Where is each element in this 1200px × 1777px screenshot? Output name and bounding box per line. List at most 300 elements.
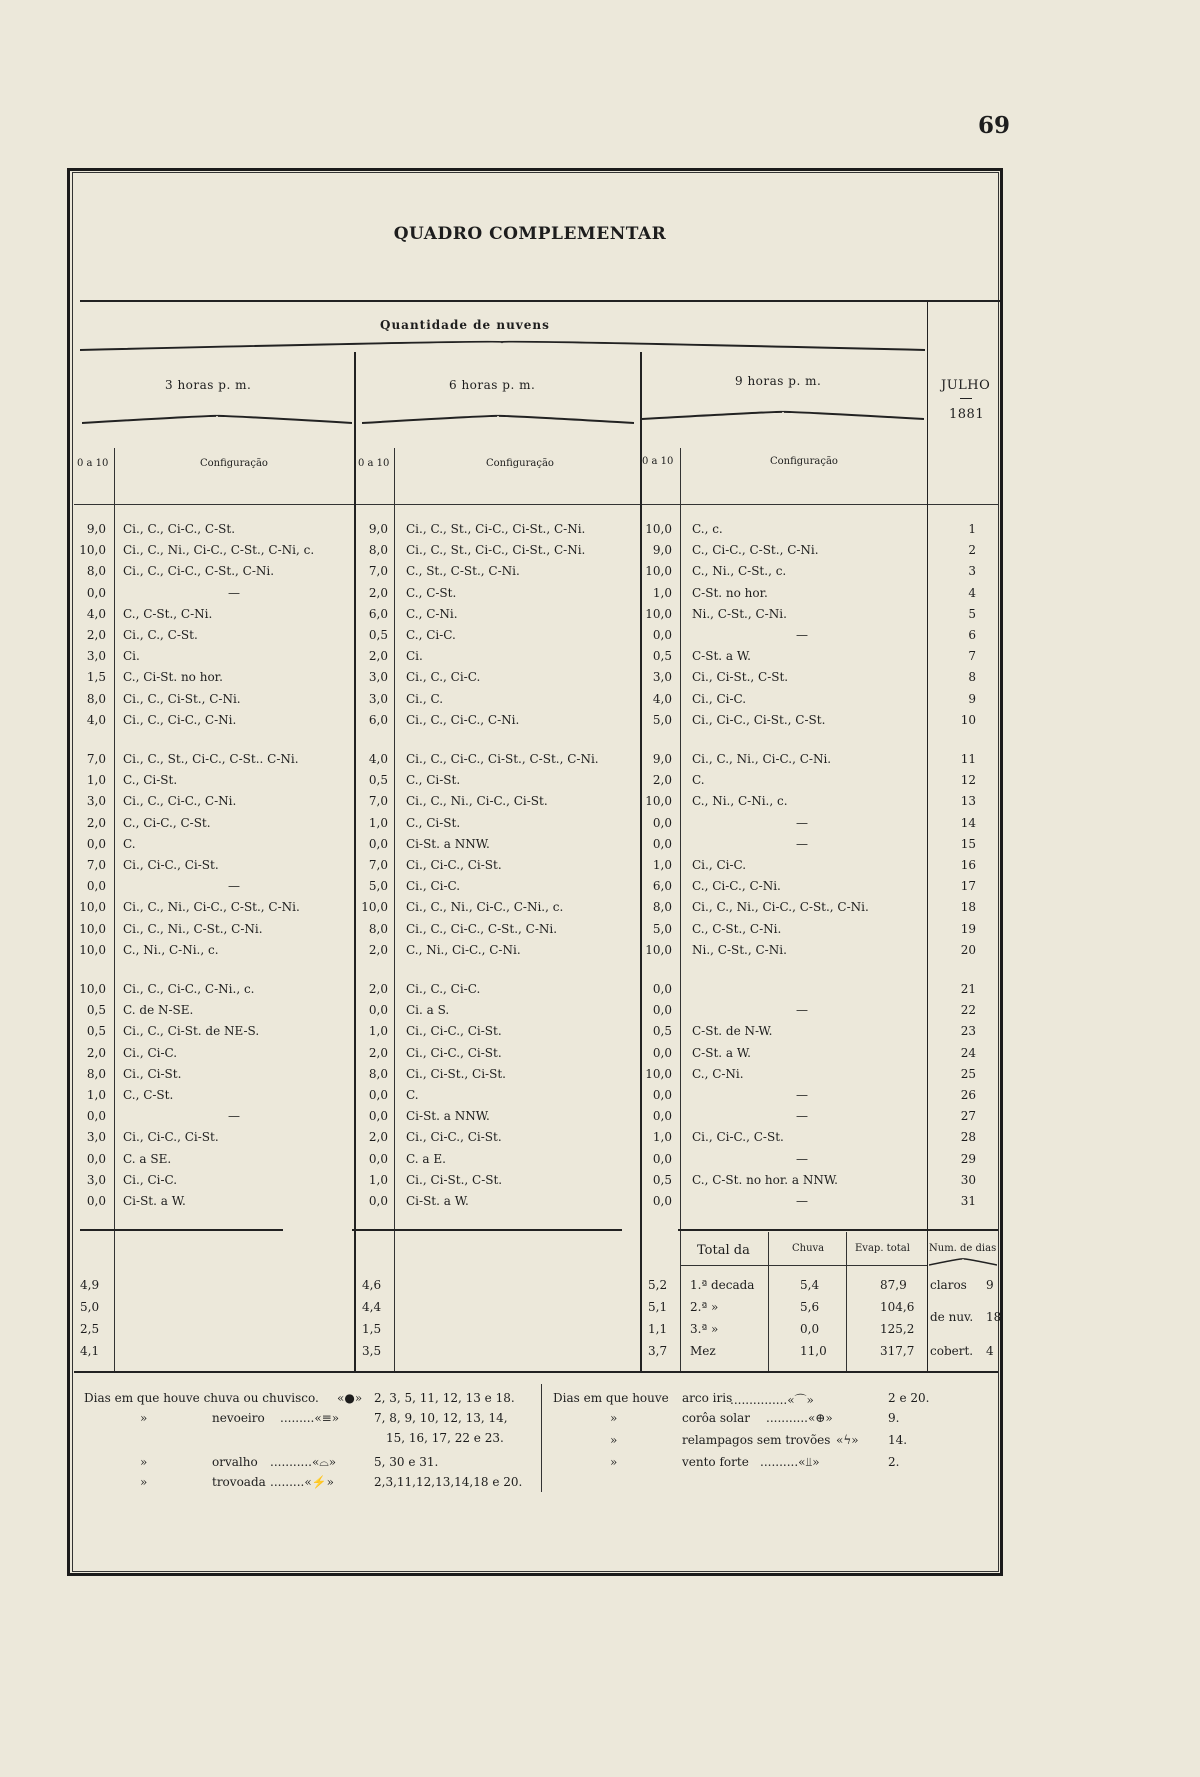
day-number: 12 xyxy=(960,773,976,787)
cloud-config-3pm: Ci., Ci-C., Ci-St. xyxy=(123,858,219,872)
cloud-config-9pm: C., Ci-C., C-Ni. xyxy=(692,879,781,893)
cloud-config-9pm: — xyxy=(796,816,808,830)
brace-3pm xyxy=(82,414,352,424)
legend-ditto: » xyxy=(140,1455,148,1469)
mean-3pm: 5,0 xyxy=(80,1300,100,1314)
mean-6pm: 4,6 xyxy=(362,1278,382,1292)
day-number: 20 xyxy=(960,943,976,957)
cloud-config-6pm: Ci., C., Ci-C., Ci-St., C-St., C-Ni. xyxy=(406,752,599,766)
cloud-config-6pm: C., C-St. xyxy=(406,586,457,600)
legend-ditto: » xyxy=(610,1411,618,1425)
period-9pm-label: 9 horas p. m. xyxy=(735,374,822,388)
cloud-config-3pm: Ci., Ci-C. xyxy=(123,1046,178,1060)
day-number: 17 xyxy=(960,879,976,893)
days-count-label: claros xyxy=(930,1278,967,1292)
cloud-config-6pm: Ci., C., Ni., Ci-C., C-Ni., c. xyxy=(406,900,564,914)
cloud-amount-3pm: 0,0 xyxy=(86,837,106,851)
cloud-amount-6pm: 5,0 xyxy=(368,879,388,893)
day-number: 23 xyxy=(960,1024,976,1038)
mean-9pm: 5,2 xyxy=(648,1278,668,1292)
cloud-config-9pm: C., C-St. no hor. a NNW. xyxy=(692,1173,838,1187)
cloud-config-9pm: C., C-St., C-Ni. xyxy=(692,922,782,936)
cloud-config-9pm: Ni., C-St., C-Ni. xyxy=(692,943,787,957)
day-number: 21 xyxy=(960,982,976,996)
day-number: 24 xyxy=(960,1046,976,1060)
cloud-amount-6pm: 0,0 xyxy=(368,1194,388,1208)
day-number: 29 xyxy=(960,1152,976,1166)
cloud-config-3pm: C. de N-SE. xyxy=(123,1003,194,1017)
cloud-amount-6pm: 0,0 xyxy=(368,1109,388,1123)
cloud-config-9pm: — xyxy=(796,1194,808,1208)
cloud-config-6pm: Ci., Ci-C., Ci-St. xyxy=(406,858,502,872)
cloud-amount-9pm: 1,0 xyxy=(652,858,672,872)
cloud-amount-6pm: 0,5 xyxy=(368,773,388,787)
cloud-config-3pm: C. xyxy=(123,837,136,851)
cloud-amount-9pm: 3,0 xyxy=(652,670,672,684)
day-number: 4 xyxy=(968,586,976,600)
cloud-config-9pm: Ci., Ci-C. xyxy=(692,858,747,872)
cloud-config-6pm: C., St., C-St., C-Ni. xyxy=(406,564,520,578)
cloud-config-3pm: — xyxy=(228,879,240,893)
cloud-amount-9pm: 6,0 xyxy=(652,879,672,893)
mean-3pm: 2,5 xyxy=(80,1322,100,1336)
legend-thunder-days: 2,3,11,12,13,14,18 e 20. xyxy=(374,1475,523,1489)
cloud-config-6pm: Ci-St. a W. xyxy=(406,1194,469,1208)
period-label: Mez xyxy=(690,1344,716,1358)
cloud-config-6pm: C., C-Ni. xyxy=(406,607,458,621)
cloud-config-3pm: Ci., C., C-St. xyxy=(123,628,198,642)
cloud-config-3pm: Ci., C., Ci-C., C-St., C-Ni. xyxy=(123,564,275,578)
cloud-config-3pm: Ci., C., St., Ci-C., C-St.. C-Ni. xyxy=(123,752,299,766)
days-count-value: 9 xyxy=(986,1278,994,1292)
cloud-config-6pm: C. a E. xyxy=(406,1152,446,1166)
month-rule xyxy=(960,398,972,399)
cloud-amount-3pm: 0,0 xyxy=(86,1194,106,1208)
days-header: Num. de dias xyxy=(929,1243,997,1254)
cloud-amount-3pm: 9,0 xyxy=(86,522,106,536)
cloud-amount-9pm: 0,0 xyxy=(652,628,672,642)
page-number: 69 xyxy=(978,112,1011,139)
evap-header: Evap. total xyxy=(855,1243,910,1254)
cloud-amount-9pm: 0,0 xyxy=(652,1194,672,1208)
day-number: 30 xyxy=(960,1173,976,1187)
cloud-amount-6pm: 9,0 xyxy=(368,522,388,536)
cloud-config-3pm: C., Ni., C-Ni., c. xyxy=(123,943,219,957)
wind-icon: ..........«⫫» xyxy=(760,1455,820,1469)
period-label: 1.ª decada xyxy=(690,1278,755,1292)
cloud-config-3pm: C., Ci-C., C-St. xyxy=(123,816,211,830)
summary-rule xyxy=(80,1229,283,1231)
col-line xyxy=(680,448,681,1371)
cloud-config-3pm: — xyxy=(228,586,240,600)
cloud-amount-3pm: 7,0 xyxy=(86,752,106,766)
days-count-value: 18 xyxy=(986,1310,1002,1324)
cloud-amount-6pm: 7,0 xyxy=(368,564,388,578)
cloud-amount-9pm: 10,0 xyxy=(645,943,672,957)
days-count-label: de nuv. xyxy=(930,1310,974,1324)
cloud-amount-9pm: 10,0 xyxy=(645,564,672,578)
cloud-config-3pm: C., Ci-St. no hor. xyxy=(123,670,223,684)
cloud-config-6pm: C., Ni., Ci-C., C-Ni. xyxy=(406,943,521,957)
cloud-config-3pm: C., Ci-St. xyxy=(123,773,178,787)
cloud-amount-6pm: 0,0 xyxy=(368,1152,388,1166)
cloud-amount-6pm: 3,0 xyxy=(368,692,388,706)
cloud-amount-3pm: 3,0 xyxy=(86,794,106,808)
cloud-config-9pm: C-St. a W. xyxy=(692,1046,751,1060)
cloud-amount-6pm: 4,0 xyxy=(368,752,388,766)
cloud-amount-6pm: 2,0 xyxy=(368,982,388,996)
cloud-amount-9pm: 9,0 xyxy=(652,543,672,557)
section-brace xyxy=(80,340,925,350)
cloud-amount-6pm: 8,0 xyxy=(368,543,388,557)
cloud-config-3pm: Ci., C., Ci-C., C-St. xyxy=(123,522,236,536)
day-number: 3 xyxy=(968,564,976,578)
mean-3pm: 4,9 xyxy=(80,1278,100,1292)
cloud-config-3pm: Ci., C., Ci-St. de NE-S. xyxy=(123,1024,260,1038)
cloud-config-3pm: Ci., C., Ci-C., C-Ni., c. xyxy=(123,982,255,996)
cloud-config-6pm: Ci. xyxy=(406,649,423,663)
day-number: 31 xyxy=(960,1194,976,1208)
cloud-amount-9pm: 10,0 xyxy=(645,794,672,808)
day-number: 9 xyxy=(968,692,976,706)
mean-9pm: 5,1 xyxy=(648,1300,668,1314)
cloud-amount-3pm: 0,0 xyxy=(86,879,106,893)
cloud-amount-6pm: 0,5 xyxy=(368,628,388,642)
cloud-config-6pm: Ci., Ci-C. xyxy=(406,879,461,893)
cloud-amount-3pm: 2,0 xyxy=(86,628,106,642)
year-label: 1881 xyxy=(949,407,985,422)
cloud-amount-9pm: 1,0 xyxy=(652,586,672,600)
cloud-amount-3pm: 0,0 xyxy=(86,1152,106,1166)
legend-ditto: » xyxy=(140,1411,148,1425)
rain-total: 0,0 xyxy=(800,1322,820,1336)
cloud-amount-3pm: 1,0 xyxy=(86,773,106,787)
legend-ditto: » xyxy=(610,1433,618,1447)
dew-icon: ...........«⌓» xyxy=(270,1455,337,1469)
cloud-amount-6pm: 8,0 xyxy=(368,922,388,936)
cloud-amount-9pm: 0,0 xyxy=(652,982,672,996)
cloud-amount-9pm: 8,0 xyxy=(652,900,672,914)
cloud-config-6pm: Ci. a S. xyxy=(406,1003,450,1017)
legend-ditto: » xyxy=(140,1475,148,1489)
fog-icon: .........«≡» xyxy=(280,1411,340,1425)
legend-fog-label: nevoeiro xyxy=(212,1411,265,1425)
legend-right-intro: Dias em que houve xyxy=(553,1391,669,1405)
day-number: 8 xyxy=(968,670,976,684)
cloud-config-3pm: Ci-St. a W. xyxy=(123,1194,186,1208)
rain-total: 5,6 xyxy=(800,1300,820,1314)
day-number: 16 xyxy=(960,858,976,872)
legend-left-intro: Dias em que houve chuva ou chuvisco. xyxy=(84,1391,319,1405)
cloud-config-9pm: — xyxy=(796,837,808,851)
cloud-config-3pm: Ci., C., Ci-St., C-Ni. xyxy=(123,692,241,706)
cloud-amount-6pm: 0,0 xyxy=(368,1088,388,1102)
cloud-amount-3pm: 10,0 xyxy=(79,943,106,957)
cloud-amount-9pm: 4,0 xyxy=(652,692,672,706)
legend-divider xyxy=(541,1384,542,1492)
cloud-amount-9pm: 0,0 xyxy=(652,1046,672,1060)
cloud-config-9pm: C., Ni., C-Ni., c. xyxy=(692,794,788,808)
legend-lightning-label: relampagos sem trovões xyxy=(682,1433,831,1447)
cloud-config-3pm: — xyxy=(228,1109,240,1123)
cloud-config-9pm: Ci., Ci-C., C-St. xyxy=(692,1130,784,1144)
cloud-config-9pm: Ci., Ci-C. xyxy=(692,692,747,706)
chuva-header: Chuva xyxy=(792,1243,825,1254)
table-bottom-rule xyxy=(74,1371,998,1373)
cloud-config-9pm: Ci., C., Ni., Ci-C., C-Ni. xyxy=(692,752,832,766)
mean-6pm: 1,5 xyxy=(362,1322,382,1336)
day-number: 14 xyxy=(960,816,976,830)
cloud-config-3pm: C., C-St. xyxy=(123,1088,174,1102)
mean-6pm: 4,4 xyxy=(362,1300,382,1314)
period-label: 3.ª » xyxy=(690,1322,719,1336)
cloud-amount-3pm: 3,0 xyxy=(86,649,106,663)
col-line xyxy=(114,448,115,1371)
period-6pm-label: 6 horas p. m. xyxy=(449,378,536,392)
legend-lightning-days: 14. xyxy=(888,1433,908,1447)
cloud-config-6pm: Ci-St. a NNW. xyxy=(406,837,490,851)
cloud-amount-3pm: 1,5 xyxy=(86,670,106,684)
cloud-amount-9pm: 10,0 xyxy=(645,522,672,536)
cloud-amount-6pm: 2,0 xyxy=(368,1130,388,1144)
cloud-config-6pm: C. xyxy=(406,1088,419,1102)
cloud-amount-3pm: 0,0 xyxy=(86,1109,106,1123)
cloud-config-6pm: Ci., Ci-C., Ci-St. xyxy=(406,1046,502,1060)
summary-header-rule xyxy=(680,1265,927,1266)
legend-fog-days: 7, 8, 9, 10, 12, 13, 14, xyxy=(374,1411,508,1425)
cloud-config-9pm: — xyxy=(796,1003,808,1017)
period-label: 2.ª » xyxy=(690,1300,719,1314)
cloud-config-9pm: Ci., Ci-C., Ci-St., C-St. xyxy=(692,713,826,727)
day-number: 5 xyxy=(968,607,976,621)
cloud-config-3pm: Ci., C., Ci-C., C-Ni. xyxy=(123,794,237,808)
cloud-config-6pm: Ci., Ci-C., Ci-St. xyxy=(406,1024,502,1038)
cloud-amount-6pm: 7,0 xyxy=(368,794,388,808)
day-number: 13 xyxy=(960,794,976,808)
cloud-amount-9pm: 5,0 xyxy=(652,922,672,936)
legend-rain-days: 2, 3, 5, 11, 12, 13 e 18. xyxy=(374,1391,515,1405)
section-header: Quantidade de nuvens xyxy=(380,318,550,332)
title-divider xyxy=(80,300,1000,302)
cloud-amount-3pm: 4,0 xyxy=(86,713,106,727)
cloud-amount-9pm: 2,0 xyxy=(652,773,672,787)
mean-3pm: 4,1 xyxy=(80,1344,100,1358)
cloud-amount-6pm: 1,0 xyxy=(368,816,388,830)
summary-col-line xyxy=(846,1232,847,1371)
cloud-amount-3pm: 1,0 xyxy=(86,1088,106,1102)
cloud-amount-3pm: 10,0 xyxy=(79,982,106,996)
cloud-config-6pm: C., Ci-St. xyxy=(406,816,461,830)
cloud-amount-9pm: 0,5 xyxy=(652,1024,672,1038)
lightning-icon: «ϟ» xyxy=(836,1433,859,1447)
cloud-config-3pm: C., C-St., C-Ni. xyxy=(123,607,213,621)
cloud-amount-9pm: 0,0 xyxy=(652,1003,672,1017)
day-number: 28 xyxy=(960,1130,976,1144)
legend-rainbow-label: arco iris xyxy=(682,1391,733,1405)
cloud-amount-6pm: 0,0 xyxy=(368,837,388,851)
summary-col-line xyxy=(768,1232,769,1371)
mean-9pm: 1,1 xyxy=(648,1322,668,1336)
day-number: 26 xyxy=(960,1088,976,1102)
day-number: 1 xyxy=(968,522,976,536)
legend-fog-days-2: 15, 16, 17, 22 e 23. xyxy=(386,1431,504,1445)
cloud-amount-3pm: 3,0 xyxy=(86,1173,106,1187)
month-label: JULHO xyxy=(941,378,991,393)
cloud-config-9pm: Ni., C-St., C-Ni. xyxy=(692,607,787,621)
cloud-amount-3pm: 0,5 xyxy=(86,1003,106,1017)
halo-icon: ...........«⊕» xyxy=(766,1411,833,1425)
thunder-icon: .........«⚡» xyxy=(270,1475,334,1489)
scale-header-6pm: 0 a 10 xyxy=(358,458,390,469)
days-count-label: cobert. xyxy=(930,1344,974,1358)
cloud-amount-9pm: 0,5 xyxy=(652,1173,672,1187)
col-line xyxy=(394,448,395,1371)
summary-rule xyxy=(352,1229,622,1231)
legend-halo-days: 9. xyxy=(888,1411,900,1425)
cloud-amount-9pm: 1,0 xyxy=(652,1130,672,1144)
rainbow-icon: ...............«⌒» xyxy=(730,1393,814,1407)
evap-total: 87,9 xyxy=(880,1278,907,1292)
cloud-config-9pm: C., c. xyxy=(692,522,723,536)
rain-icon: «●» xyxy=(337,1391,363,1405)
cloud-amount-3pm: 2,0 xyxy=(86,816,106,830)
cloud-config-9pm: C., Ci-C., C-St., C-Ni. xyxy=(692,543,819,557)
cloud-amount-3pm: 3,0 xyxy=(86,1130,106,1144)
col-line xyxy=(927,302,928,1371)
cloud-amount-3pm: 7,0 xyxy=(86,858,106,872)
cloud-config-6pm: Ci., Ci-St., Ci-St. xyxy=(406,1067,506,1081)
cloud-config-3pm: Ci., C., Ci-C., C-Ni. xyxy=(123,713,237,727)
cloud-config-9pm: C., C-Ni. xyxy=(692,1067,744,1081)
cloud-amount-6pm: 7,0 xyxy=(368,858,388,872)
legend-rainbow-days: 2 e 20. xyxy=(888,1391,930,1405)
legend-dew-label: orvalho xyxy=(212,1455,258,1469)
cloud-amount-3pm: 10,0 xyxy=(79,922,106,936)
cloud-config-6pm: Ci., C., St., Ci-C., Ci-St., C-Ni. xyxy=(406,522,586,536)
totals-header: Total da xyxy=(697,1243,750,1258)
cloud-amount-9pm: 10,0 xyxy=(645,1067,672,1081)
cloud-config-3pm: Ci. xyxy=(123,649,140,663)
cloud-config-3pm: Ci., Ci-C., Ci-St. xyxy=(123,1130,219,1144)
cloud-config-9pm: C-St. no hor. xyxy=(692,586,768,600)
day-number: 15 xyxy=(960,837,976,851)
cloud-amount-3pm: 2,0 xyxy=(86,1046,106,1060)
cloud-amount-6pm: 3,0 xyxy=(368,670,388,684)
cloud-amount-3pm: 10,0 xyxy=(79,543,106,557)
day-number: 2 xyxy=(968,543,976,557)
cloud-amount-3pm: 0,0 xyxy=(86,586,106,600)
cloud-config-9pm: — xyxy=(796,1088,808,1102)
day-number: 11 xyxy=(960,752,976,766)
cloud-config-6pm: Ci., C., Ci-C., C-Ni. xyxy=(406,713,520,727)
day-number: 27 xyxy=(960,1109,976,1123)
cloud-config-3pm: Ci., C., Ni., C-St., C-Ni. xyxy=(123,922,263,936)
cloud-config-6pm: C., Ci-St. xyxy=(406,773,461,787)
cloud-amount-3pm: 8,0 xyxy=(86,1067,106,1081)
rain-total: 5,4 xyxy=(800,1278,820,1292)
cloud-config-3pm: Ci., C., Ni., Ci-C., C-St., C-Ni, c. xyxy=(123,543,315,557)
cloud-amount-6pm: 0,0 xyxy=(368,1003,388,1017)
evap-total: 125,2 xyxy=(880,1322,915,1336)
legend-wind-label: vento forte xyxy=(682,1455,749,1469)
cloud-config-6pm: Ci., C., Ci-C., C-St., C-Ni. xyxy=(406,922,558,936)
cloud-amount-6pm: 8,0 xyxy=(368,1067,388,1081)
cloud-config-6pm: Ci., C., Ni., Ci-C., Ci-St. xyxy=(406,794,548,808)
scale-header-3pm: 0 a 10 xyxy=(77,458,109,469)
cloud-amount-9pm: 0,0 xyxy=(652,1152,672,1166)
evap-total: 317,7 xyxy=(880,1344,915,1358)
cloud-amount-3pm: 8,0 xyxy=(86,564,106,578)
config-header-3pm: Configuração xyxy=(200,458,268,469)
day-number: 7 xyxy=(968,649,976,663)
day-number: 22 xyxy=(960,1003,976,1017)
cloud-amount-9pm: 9,0 xyxy=(652,752,672,766)
cloud-amount-6pm: 6,0 xyxy=(368,607,388,621)
cloud-amount-9pm: 10,0 xyxy=(645,607,672,621)
header-rule xyxy=(74,504,998,505)
rain-total: 11,0 xyxy=(800,1344,827,1358)
cloud-amount-3pm: 8,0 xyxy=(86,692,106,706)
cloud-amount-9pm: 0,0 xyxy=(652,1088,672,1102)
cloud-amount-6pm: 2,0 xyxy=(368,943,388,957)
cloud-config-3pm: Ci., Ci-C. xyxy=(123,1173,178,1187)
config-header-9pm: Configuração xyxy=(770,456,838,467)
cloud-amount-6pm: 2,0 xyxy=(368,1046,388,1060)
days-count-value: 4 xyxy=(986,1344,994,1358)
cloud-amount-9pm: 0,0 xyxy=(652,837,672,851)
cloud-config-9pm: — xyxy=(796,1152,808,1166)
legend-halo-label: corôa solar xyxy=(682,1411,750,1425)
day-number: 10 xyxy=(960,713,976,727)
cloud-config-9pm: — xyxy=(796,628,808,642)
summary-rule xyxy=(678,1229,998,1231)
cloud-amount-9pm: 0,0 xyxy=(652,1109,672,1123)
cloud-config-6pm: Ci., C., Ci-C. xyxy=(406,982,481,996)
cloud-amount-6pm: 1,0 xyxy=(368,1024,388,1038)
cloud-config-6pm: Ci-St. a NNW. xyxy=(406,1109,490,1123)
cloud-config-9pm: C., Ni., C-St., c. xyxy=(692,564,787,578)
brace-6pm xyxy=(362,414,634,424)
cloud-amount-9pm: 0,5 xyxy=(652,649,672,663)
legend-thunder-label: trovoada xyxy=(212,1475,266,1489)
mean-9pm: 3,7 xyxy=(648,1344,668,1358)
legend-ditto: » xyxy=(610,1455,618,1469)
day-number: 25 xyxy=(960,1067,976,1081)
cloud-config-6pm: Ci., C., Ci-C. xyxy=(406,670,481,684)
cloud-config-6pm: Ci., Ci-C., Ci-St. xyxy=(406,1130,502,1144)
page-title: QUADRO COMPLEMENTAR xyxy=(393,224,667,244)
cloud-config-3pm: C. a SE. xyxy=(123,1152,172,1166)
cloud-amount-9pm: 5,0 xyxy=(652,713,672,727)
mean-6pm: 3,5 xyxy=(362,1344,382,1358)
cloud-config-9pm: — xyxy=(796,1109,808,1123)
day-number: 19 xyxy=(960,922,976,936)
cloud-amount-3pm: 10,0 xyxy=(79,900,106,914)
cloud-amount-3pm: 0,5 xyxy=(86,1024,106,1038)
brace-9pm xyxy=(642,410,924,420)
days-brace xyxy=(929,1258,997,1268)
cloud-config-3pm: Ci., Ci-St. xyxy=(123,1067,182,1081)
cloud-amount-6pm: 1,0 xyxy=(368,1173,388,1187)
cloud-config-6pm: Ci., C. xyxy=(406,692,444,706)
cloud-amount-6pm: 6,0 xyxy=(368,713,388,727)
cloud-amount-9pm: 0,0 xyxy=(652,816,672,830)
cloud-amount-6pm: 2,0 xyxy=(368,649,388,663)
cloud-amount-6pm: 2,0 xyxy=(368,586,388,600)
cloud-amount-6pm: 10,0 xyxy=(361,900,388,914)
day-number: 18 xyxy=(960,900,976,914)
cloud-config-6pm: Ci., C., St., Ci-C., Ci-St., C-Ni. xyxy=(406,543,586,557)
